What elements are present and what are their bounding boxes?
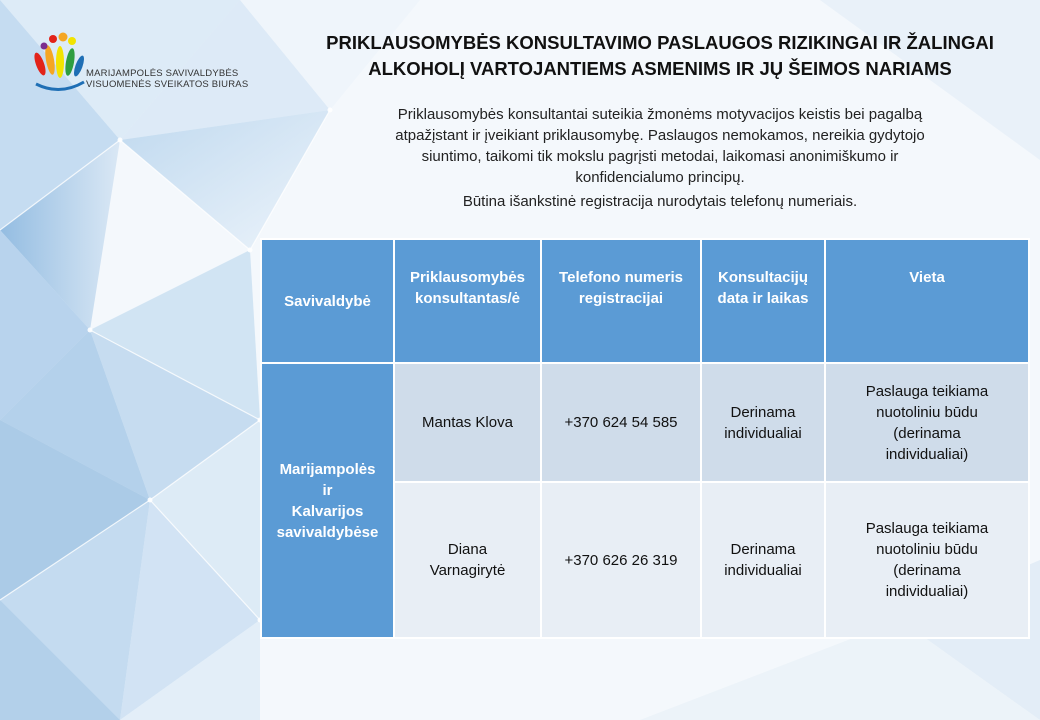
intro-text [300,104,1020,212]
phone-number: +370 626 26 319 [564,551,678,569]
consultant-name-line-2: Varnagirytė [429,562,506,579]
header-place-label: Vieta [909,269,945,286]
municipality-cell [261,363,394,638]
place-line-2: nuotoliniu būdu [876,541,978,558]
date-cell [701,482,825,638]
municipality-line-1: Marijampolės [279,460,376,478]
consultation-table [260,238,1030,639]
logo-text [86,68,248,90]
header-date-line-1: Konsultacijų [717,269,808,286]
date-line-2: individualiai [724,562,802,579]
consultant-name-line-1: Diana [447,541,488,558]
municipality-line-2: ir [322,481,333,499]
header-phone-line-2: registracijai [578,290,664,307]
date-line-2: individualiai [724,424,802,442]
header-municipality-label: Savivaldybė [284,292,371,310]
date-line-1: Derinama [730,541,796,558]
place-line-3: (derinama [893,424,961,442]
place-line-4: individualiai) [885,445,969,463]
place-cell [825,363,1029,482]
page-title [290,30,1030,82]
header-consultant [394,239,541,363]
municipality-line-4: savivaldybėse [276,523,379,541]
table-header-row [261,239,1029,363]
place-line-1: Paslauga teikiama [865,382,989,400]
phone-cell [541,363,701,482]
consultant-cell [394,482,541,638]
header-place [825,239,1029,363]
header-phone [541,239,701,363]
title-line-1: PRIKLAUSOMYBĖS KONSULTAVIMO PASLAUGOS RIZIKINGAI IR ŽALINGAI [326,32,994,53]
place-line-4: individualiai) [885,583,969,600]
place-line-1: Paslauga teikiama [865,520,989,537]
intro-line-3: siuntimo, taikomi tik mokslu pagrįsti metodai, laikomasi anonimiškumo ir [421,148,899,165]
table-row [261,363,1029,482]
logo-line-1: MARIJAMPOLĖS SAVIVALDYBĖS [86,68,239,79]
intro-line-4: konfidencialumo principų. [575,169,745,186]
header-phone-line-1: Telefono numeris [559,269,683,286]
header-municipality [261,239,394,363]
people-figures-icon [30,22,90,97]
place-line-3: (derinama [893,562,961,579]
place-line-2: nuotoliniu būdu [876,403,978,421]
logo-line-2: VISUOMENĖS SVEIKATOS BIURAS [86,79,249,90]
organization-logo [30,22,270,102]
header-date-line-2: data ir laikas [717,290,809,307]
phone-number: +370 624 54 585 [564,414,678,431]
date-cell [701,363,825,482]
intro-line-2: atpažįstant ir įveikiant priklausomybę. Paslaugos nemokamos, nereikia gydytojo [395,127,925,144]
title-line-2: ALKOHOLĮ VARTOJANTIEMS ASMENIMS IR JŲ ŠEIMOS NARIAMS [368,58,952,79]
intro-line-1: Priklausomybės konsultantai suteikia žmonėms motyvacijos keistis bei pagalbą [397,106,923,123]
consultant-name: Mantas Klova [422,414,513,431]
phone-cell [541,482,701,638]
consultant-cell [394,363,541,482]
registration-note: Būtina išankstinė registracija nurodytais telefonų numeriais. [462,193,858,210]
place-cell [825,482,1029,638]
header-consultant-line-2: konsultantas/ė [414,290,521,307]
header-consultant-line-1: Priklausomybės [409,269,526,286]
header-date [701,239,825,363]
date-line-1: Derinama [730,403,796,421]
municipality-line-3: Kalvarijos [291,502,364,520]
